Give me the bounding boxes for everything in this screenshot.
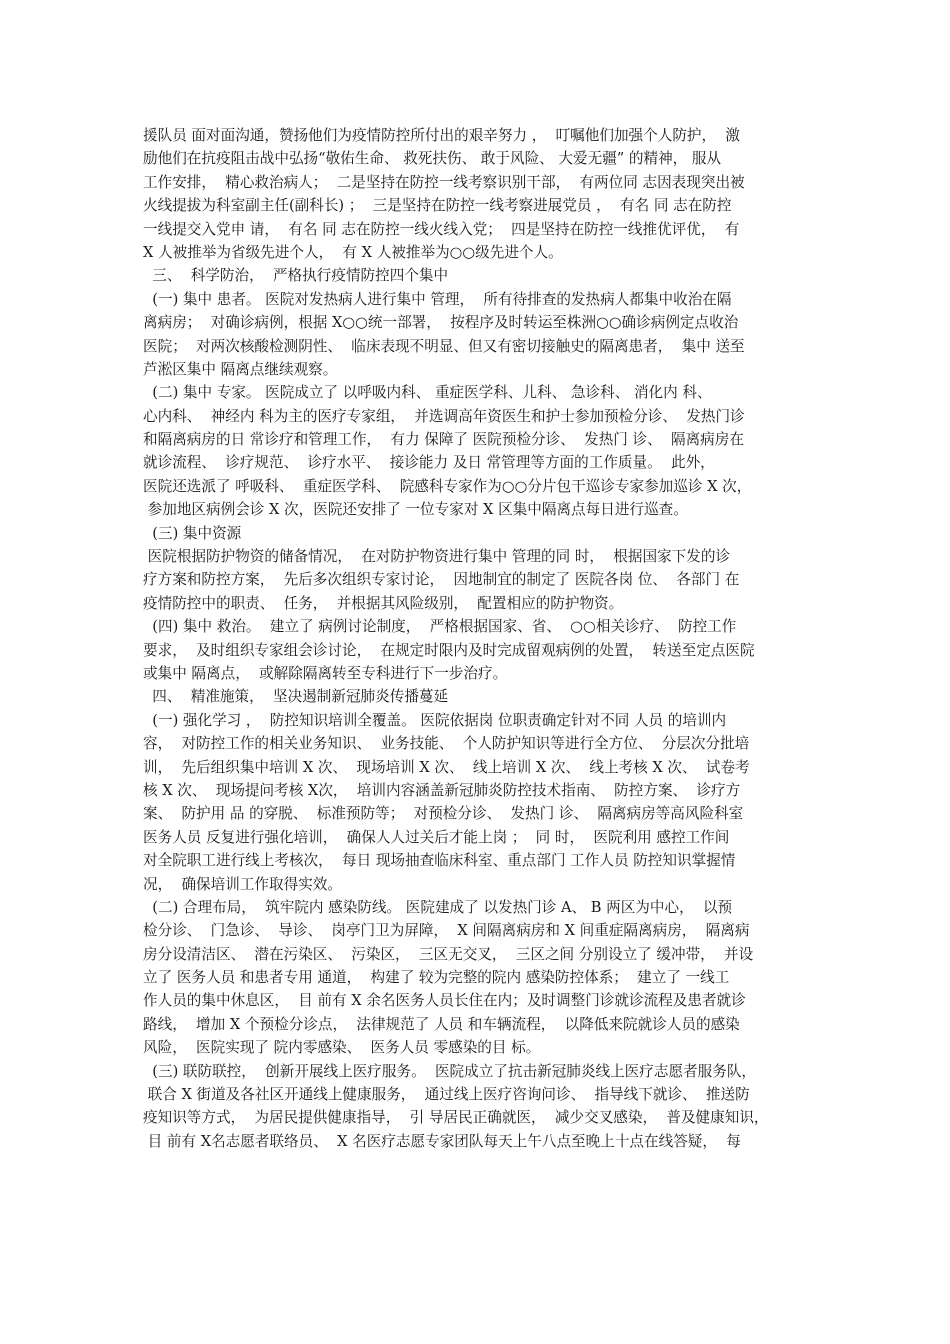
text-line: 案、 防护用 品 的穿脱、 标准预防等； 对预检分诊、 发热门 诊、 隔离病房等高风险科室 — [143, 805, 744, 823]
text-line: 房分设清洁区、 潜在污染区、 污染区， 三区无交叉， 三区之间 分别设立了 缓冲带， 并设 — [143, 945, 754, 963]
text-line: 对全院职工进行线上考核次， 每日 现场抽查临床科室、重点部门 工作人员 防控知识掌握情 — [143, 852, 736, 870]
text-line: 离病房； 对确诊病例，根据 X○○统一部署， 按程序及时转运至株洲○○确诊病例定点收治 — [143, 314, 739, 332]
text-line: 联合 X 街道及各社区开通线上健康服务， 通过线上医疗咨询问诊、 指导线下就诊、 推送防 — [143, 1086, 750, 1104]
text-line: 医院根据防护物资的储备情况， 在对防护物资进行集中 管理的同 时， 根据国家下发的诊 — [143, 548, 731, 566]
text-line: 况， 确保培训工作取得实效。 — [143, 875, 342, 893]
text-line: 疗方案和防控方案， 先后多次组织专家讨论， 因地制宜的制定了 医院各岗 位、 各部门 在 — [143, 571, 740, 589]
text-line: (一) 强化学习 ， 防控知识培训全覆盖。 医院依据岗 位职责确定针对不同 人员 的培训内 — [143, 711, 727, 729]
text-line: 疫情防控中的职责、 任务， 并根据其风险级别， 配置相应的防护物资。 — [143, 594, 624, 612]
text-line: 心内科、 神经内 科为主的医疗专家组， 并选调高年资医生和护士参加预检分诊、 发热门诊 — [143, 407, 745, 425]
text-line: 要求， 及时组织专家组会诊讨论， 在规定时限内及时完成留观病例的处置， 转送至定点医院 — [143, 641, 755, 659]
text-line: 作人员的集中休息区， 目 前有 X 余名医务人员长住在内；及时调整门诊就诊流程及患者就诊 — [143, 992, 746, 1010]
text-line: 工作安排， 精心救治病人； 二是坚持在防控一线考察识别干部， 有两位同 志因表现突出被 — [143, 173, 745, 191]
text-line: 医务人员 反复进行强化培训， 确保人人过关后才能上岗 ； 同 时， 医院利用 感控工作间 — [143, 828, 730, 846]
text-line: 励他们在抗疫阻击战中弘扬“敬佑生命、 救死扶伤、 敢于风险、 大爱无疆” 的精神， 服从 — [143, 150, 722, 168]
text-line: (三) 集中资源 — [143, 524, 242, 542]
text-line: 核 X 次、 现场提问考核 X次， 培训内容涵盖新冠肺炎防控技术指南、 防控方案、 诊疗方 — [143, 781, 741, 799]
text-line: (二) 集中 专家。 医院成立了 以呼吸内科、 重症医学科、儿科、 急诊科、 消化内 科、 — [143, 384, 712, 402]
text-line: 容， 对防控工作的相关业务知识、 业务技能、 个人防护知识等进行全方位、 分层次分批培 — [143, 735, 750, 753]
text-line: 立了 医务人员 和患者专用 通道， 构建了 较为完整的院内 感染防控体系； 建立了 一线工 — [143, 969, 730, 987]
text-line: 路线， 增加 X 个预检分诊点， 法律规范了 人员 和车辆流程， 以降低来院就诊人员的感染 — [143, 1015, 740, 1033]
text-line: 医院还选派了 呼吸科、 重症医学科、 院感科专家作为○○分片包干巡诊专家参加巡诊 X 次， — [143, 477, 752, 495]
text-line: 三、 科学防治， 严格执行疫情防控四个集中 — [143, 267, 449, 285]
text-line: 一线提交入党申 请， 有名 同 志在防控一线火线入党； 四是坚持在防控一线推优评优， 有 — [143, 220, 740, 238]
text-line: (一) 集中 患者。 医院对发热病人进行集中 管理， 所有待排查的发热病人都集中收治在隔 — [143, 290, 732, 308]
text-line: (二) 合理布局， 筑牢院内 感染防线。 医院建成了 以发热门诊 A、 B 两区为中心， 以预 — [143, 898, 733, 916]
text-line: 训， 先后组织集中培训 X 次、 现场培训 X 次、 线上培训 X 次、 线上考核 X 次、 试卷考 — [143, 758, 750, 776]
text-line: 或集中 隔离点， 或解除隔离转至专科进行下一步治疗。 — [143, 664, 508, 682]
text-line: X 人被推举为省级先进个人， 有 X 人被推举为○○级先进个人。 — [143, 243, 563, 261]
text-line: 参加地区病例会诊 X 次，医院还安排了 一位专家对 X 区集中隔离点每日进行巡查。 — [143, 501, 688, 519]
text-line: 和隔离病房的日 常诊疗和管理工作， 有力 保障了 医院预检分诊、 发热门 诊、 隔离病房在 — [143, 431, 744, 449]
text-line: 火线提拔为科室副主任(副科长) ； 三是坚持在防控一线考察进展党员 ， 有名 同 志在防控 — [143, 197, 732, 215]
text-line: 四、 精准施策， 坚决遏制新冠肺炎传播蔓延 — [143, 688, 449, 706]
text-line: 芦淞区集中 隔离点继续观察。 — [143, 360, 338, 378]
document-body — [143, 124, 823, 1153]
text-line: 援队员 面对面沟通，赞扬他们为疫情防控所付出的艰辛努力 ， 叮嘱他们加强个人防护， 激 — [143, 127, 740, 144]
text-line: 医院； 对两次核酸检测阴性、 临床表现不明显、但又有密切接触史的隔离患者， 集中 送至 — [143, 337, 745, 355]
text-line: 就诊流程、 诊疗规范、 诊疗水平、 接诊能力 及日 常管理等方面的工作质量。 此外， — [143, 454, 715, 472]
text-line: 疫知识等方式， 为居民提供健康指导， 引 导居民正确就医， 减少交叉感染， 普及健康知识， — [143, 1109, 769, 1127]
text-line: 风险， 医院实现了 院内零感染、 医务人员 零感染的目 标。 — [143, 1039, 541, 1057]
text-line: (四) 集中 救治。 建立了 病例讨论制度， 严格根据国家、省、 ○○相关诊疗、 防控工作 — [143, 618, 737, 636]
text-line: 检分诊、 门急诊、 导诊、 岗亭门卫为屏障， X 间隔离病房和 X 间重症隔离病房， 隔离病 — [143, 922, 750, 940]
text-line: 目 前有 X名志愿者联络员、 X 名医疗志愿专家团队每天上午八点至晚上十点在线答疑， 每 — [143, 1132, 741, 1150]
text-line: (三) 联防联控， 创新开展线上医疗服务。 医院成立了抗击新冠肺炎线上医疗志愿者服务队， — [143, 1062, 757, 1080]
